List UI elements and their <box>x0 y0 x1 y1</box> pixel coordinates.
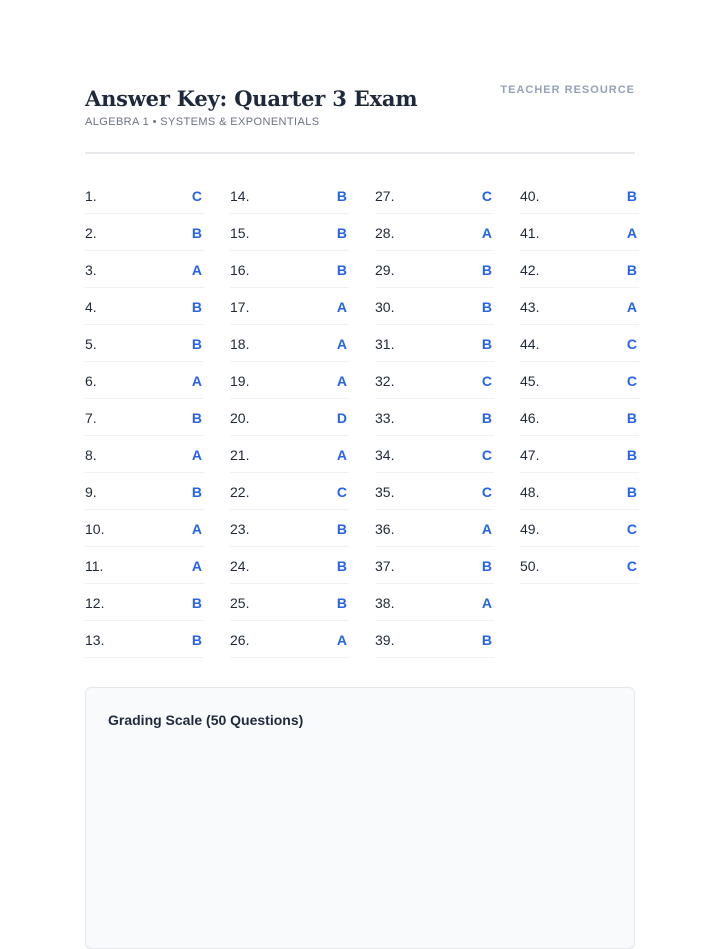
question-number: 42. <box>520 261 540 278</box>
answer-row <box>230 474 349 510</box>
answer-letter: A <box>191 372 202 389</box>
question-number: 50. <box>520 557 540 574</box>
answer-letter: B <box>626 446 637 463</box>
question-number: 41. <box>520 224 540 241</box>
answer-letter: B <box>336 557 347 574</box>
answer-row <box>230 215 349 251</box>
question-number: 31. <box>375 335 395 352</box>
answer-row <box>375 363 494 399</box>
answer-letter: A <box>481 520 492 537</box>
question-number: 4. <box>85 298 97 315</box>
header <box>85 84 635 154</box>
answer-letter: A <box>336 631 347 648</box>
question-number: 1. <box>85 187 97 204</box>
answer-row <box>375 289 494 325</box>
answer-letter: A <box>481 594 492 611</box>
answer-letter: C <box>626 520 637 537</box>
answer-row <box>230 622 349 658</box>
answer-row <box>520 511 639 547</box>
answer-row <box>375 437 494 473</box>
answer-letter: A <box>191 520 202 537</box>
question-number: 6. <box>85 372 97 389</box>
page-subtitle: ALGEBRA 1 • SYSTEMS & EXPONENTIALS <box>85 116 320 128</box>
answer-row <box>375 252 494 288</box>
answer-letter: A <box>191 557 202 574</box>
answer-row <box>85 437 204 473</box>
question-number: 30. <box>375 298 395 315</box>
answer-row <box>85 326 204 362</box>
question-number: 20. <box>230 409 250 426</box>
answer-row <box>520 326 639 362</box>
teacher-resource-badge: TEACHER RESOURCE <box>500 84 635 96</box>
answer-letter: C <box>481 446 492 463</box>
question-number: 7. <box>85 409 97 426</box>
answer-letter: B <box>191 224 202 241</box>
question-number: 25. <box>230 594 250 611</box>
answer-letter: A <box>481 224 492 241</box>
answer-row <box>520 215 639 251</box>
question-number: 33. <box>375 409 395 426</box>
answer-letter: B <box>481 409 492 426</box>
question-number: 45. <box>520 372 540 389</box>
question-number: 24. <box>230 557 250 574</box>
answer-row <box>520 548 639 584</box>
answer-letter: C <box>626 335 637 352</box>
question-number: 8. <box>85 446 97 463</box>
question-number: 44. <box>520 335 540 352</box>
question-number: 21. <box>230 446 250 463</box>
header-divider <box>85 152 635 154</box>
answer-row <box>85 252 204 288</box>
answer-letter: B <box>481 335 492 352</box>
answer-letter: B <box>191 594 202 611</box>
answer-row <box>375 326 494 362</box>
answer-row <box>375 622 494 658</box>
answer-row <box>375 585 494 621</box>
question-number: 15. <box>230 224 250 241</box>
answer-row <box>85 363 204 399</box>
answer-letter: B <box>191 483 202 500</box>
answer-row <box>375 511 494 547</box>
page-title: Answer Key: Quarter 3 Exam <box>85 86 418 111</box>
answer-row <box>520 474 639 510</box>
question-number: 9. <box>85 483 97 500</box>
answer-letter: A <box>191 446 202 463</box>
question-number: 19. <box>230 372 250 389</box>
answer-letter: C <box>481 372 492 389</box>
answer-row <box>375 474 494 510</box>
answer-letter: B <box>191 409 202 426</box>
answer-column <box>520 178 639 659</box>
answer-letter: A <box>336 372 347 389</box>
answer-row <box>520 437 639 473</box>
answer-row <box>230 585 349 621</box>
grading-scale-title: Grading Scale (50 Questions) <box>108 712 304 728</box>
answer-row <box>85 474 204 510</box>
answer-row <box>230 363 349 399</box>
answer-letter: C <box>626 372 637 389</box>
answer-letter: B <box>191 335 202 352</box>
answer-row <box>85 585 204 621</box>
answer-letter: B <box>336 187 347 204</box>
answer-letter: B <box>336 594 347 611</box>
question-number: 37. <box>375 557 395 574</box>
answer-row <box>520 400 639 436</box>
question-number: 29. <box>375 261 395 278</box>
question-number: 22. <box>230 483 250 500</box>
answer-letter: B <box>336 261 347 278</box>
answer-row <box>520 363 639 399</box>
question-number: 3. <box>85 261 97 278</box>
question-number: 38. <box>375 594 395 611</box>
answer-letter: B <box>336 520 347 537</box>
question-number: 40. <box>520 187 540 204</box>
answer-letter: B <box>481 298 492 315</box>
question-number: 49. <box>520 520 540 537</box>
answer-letter: B <box>191 631 202 648</box>
answer-letter: B <box>626 187 637 204</box>
answer-letter: B <box>626 409 637 426</box>
answer-letter: A <box>336 298 347 315</box>
question-number: 16. <box>230 261 250 278</box>
answer-row <box>230 511 349 547</box>
question-number: 27. <box>375 187 395 204</box>
question-number: 35. <box>375 483 395 500</box>
answer-grid <box>85 178 639 659</box>
answer-row <box>375 178 494 214</box>
answer-row <box>375 400 494 436</box>
answer-letter: A <box>191 261 202 278</box>
answer-row <box>85 289 204 325</box>
question-number: 39. <box>375 631 395 648</box>
question-number: 34. <box>375 446 395 463</box>
question-number: 2. <box>85 224 97 241</box>
answer-column <box>230 178 349 659</box>
question-number: 23. <box>230 520 250 537</box>
answer-row <box>375 548 494 584</box>
answer-column <box>85 178 204 659</box>
answer-letter: C <box>626 557 637 574</box>
answer-letter: B <box>626 261 637 278</box>
question-number: 48. <box>520 483 540 500</box>
answer-row <box>85 511 204 547</box>
answer-row <box>85 178 204 214</box>
answer-letter: B <box>481 557 492 574</box>
answer-letter: A <box>626 224 637 241</box>
answer-row <box>230 252 349 288</box>
answer-row <box>230 548 349 584</box>
answer-letter: A <box>336 446 347 463</box>
question-number: 32. <box>375 372 395 389</box>
answer-letter: C <box>481 483 492 500</box>
answer-letter: A <box>336 335 347 352</box>
question-number: 13. <box>85 631 105 648</box>
answer-letter: C <box>191 187 202 204</box>
answer-row <box>85 622 204 658</box>
answer-row <box>520 252 639 288</box>
answer-row <box>230 289 349 325</box>
question-number: 14. <box>230 187 250 204</box>
answer-row <box>230 437 349 473</box>
answer-row <box>85 548 204 584</box>
question-number: 36. <box>375 520 395 537</box>
grading-scale-card <box>85 687 635 949</box>
answer-row <box>520 178 639 214</box>
question-number: 5. <box>85 335 97 352</box>
answer-letter: B <box>191 298 202 315</box>
answer-letter: B <box>336 224 347 241</box>
question-number: 12. <box>85 594 105 611</box>
answer-letter: C <box>481 187 492 204</box>
question-number: 18. <box>230 335 250 352</box>
answer-letter: B <box>626 483 637 500</box>
question-number: 43. <box>520 298 540 315</box>
question-number: 11. <box>85 557 104 574</box>
answer-letter: D <box>336 409 347 426</box>
answer-letter: C <box>336 483 347 500</box>
answer-column <box>375 178 494 659</box>
answer-letter: A <box>626 298 637 315</box>
question-number: 26. <box>230 631 250 648</box>
answer-row <box>230 178 349 214</box>
answer-row <box>375 215 494 251</box>
question-number: 28. <box>375 224 395 241</box>
question-number: 17. <box>230 298 250 315</box>
question-number: 47. <box>520 446 540 463</box>
answer-row <box>230 400 349 436</box>
answer-row <box>85 215 204 251</box>
answer-row <box>85 400 204 436</box>
question-number: 46. <box>520 409 540 426</box>
answer-row <box>520 289 639 325</box>
answer-key-page <box>85 0 635 932</box>
answer-row <box>230 326 349 362</box>
answer-letter: B <box>481 631 492 648</box>
question-number: 10. <box>85 520 105 537</box>
answer-letter: B <box>481 261 492 278</box>
